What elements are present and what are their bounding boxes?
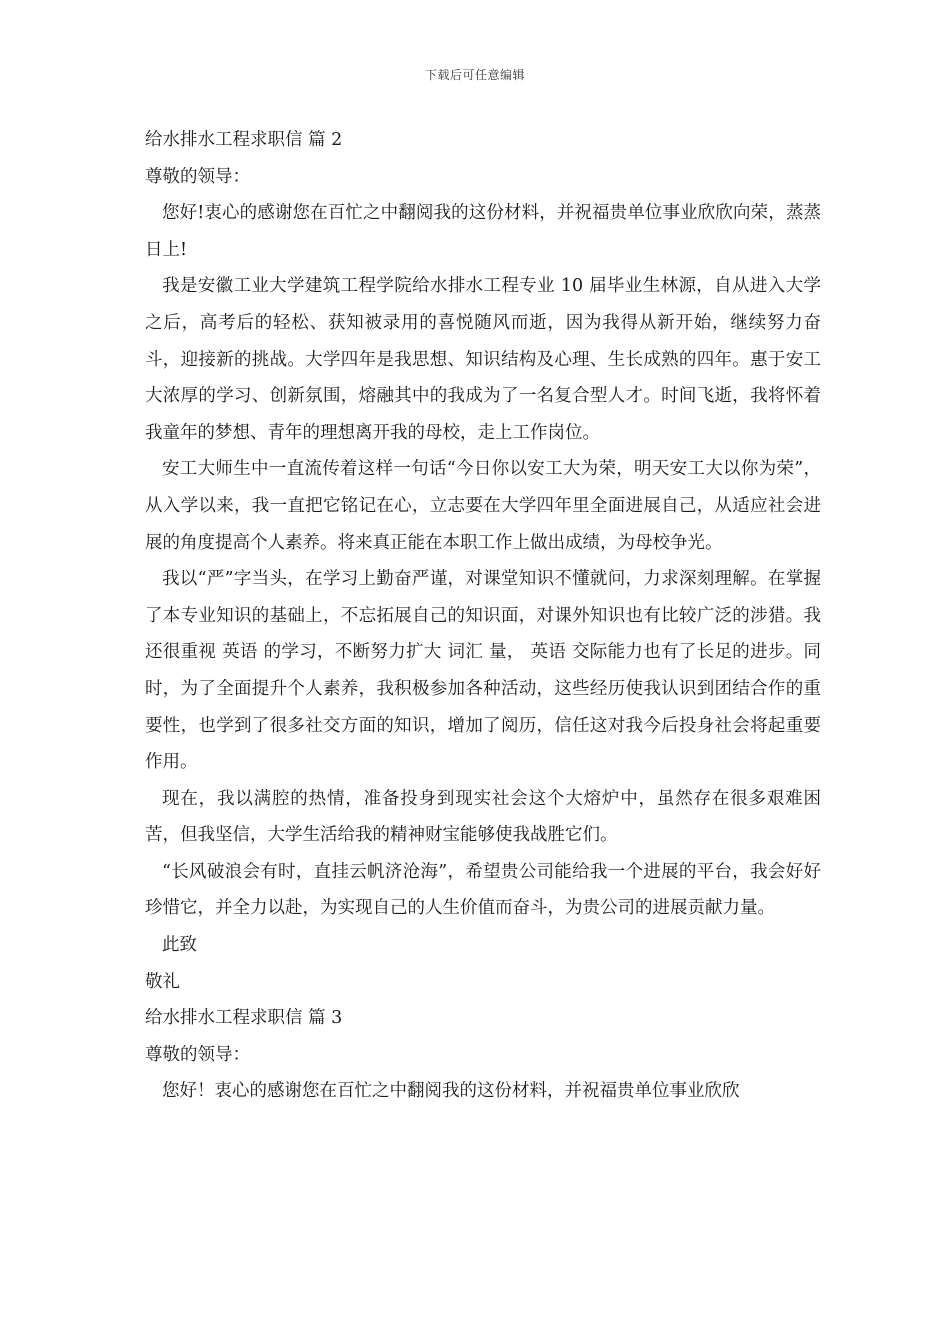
letter-3-salutation: 尊敬的领导：	[145, 1044, 250, 1065]
letter-2-paragraph-4: 我以“严”字当头，在学习上勤奋严谨，对课堂知识不懂就问，力求深刻理解。在掌握了本专业知识的基础上，不忘拓展自己的知识面，对课外知识也有比较广泛的涉猎。我还很重视 英语 的学习，不断努力扩大 词汇 量， 英语 交际能力也有了长足的进步。同时，为了全面提升个人素养，我积极参加各种活动，这些经历使我认识到团结合作的重要性，也学到了很多社交方面的知识，增加了阅历，信任这对我今后投身社会将起重要作用。	[145, 569, 821, 773]
letter-2-paragraph-5: 现在，我以满腔的热情，准备投身到现实社会这个大熔炉中，虽然存在很多艰难困苦，但我坚信，大学生活给我的精神财宝能够使我战胜它们。	[145, 788, 821, 846]
letter-2-title: 给水排水工程求职信 篇 2	[145, 130, 343, 150]
document-body	[145, 122, 821, 1110]
letter-2-paragraph-2: 我是安徽工业大学建筑工程学院给水排水工程专业 10 届毕业生林源，自从进入大学之后，高考后的轻松、获知被录用的喜悦随风而逝，因为我得从新开始，继续努力奋斗，迎接新的挑战。大学四年是我思想、知识结构及心理、生长成熟的四年。惠于安工大浓厚的学习、创新氛围，熔融其中的我成为了一名复合型人才。时间飞逝，我将怀着我童年的梦想、青年的理想离开我的母校，走上工作岗位。	[145, 276, 821, 443]
letter-2-paragraph-1: 您好!衷心的感谢您在百忙之中翻阅我的这份材料，并祝福贵单位事业欣欣向荣，蒸蒸日上!	[145, 203, 821, 260]
letter-2-closing: 此致	[162, 935, 197, 956]
letter-2-paragraph-3: 安工大师生中一直流传着这样一句话“今日你以安工大为荣，明天安工大以你为荣”，从入学以来，我一直把它铭记在心，立志要在大学四年里全面进展自己，从适应社会进展的角度提高个人素养。将来真正能在本职工作上做出成绩，为母校争光。	[145, 459, 821, 553]
letter-2-regards: 敬礼	[145, 971, 180, 992]
letter-2-paragraph-6: “长风破浪会有时，直挂云帆济沧海”，希望贵公司能给我一个进展的平台，我会好好珍惜它，并全力以赴，为实现自己的人生价值而奋斗，为贵公司的进展贡献力量。	[145, 861, 821, 919]
letter-3-paragraph-1: 您好！衷心的感谢您在百忙之中翻阅我的这份材料，并祝福贵单位事业欣欣	[162, 1081, 740, 1102]
page-header-note: 下载后可任意编辑	[424, 68, 525, 82]
letter-3-title: 给水排水工程求职信 篇 3	[145, 1008, 343, 1029]
letter-2-salutation: 尊敬的领导：	[145, 166, 250, 187]
